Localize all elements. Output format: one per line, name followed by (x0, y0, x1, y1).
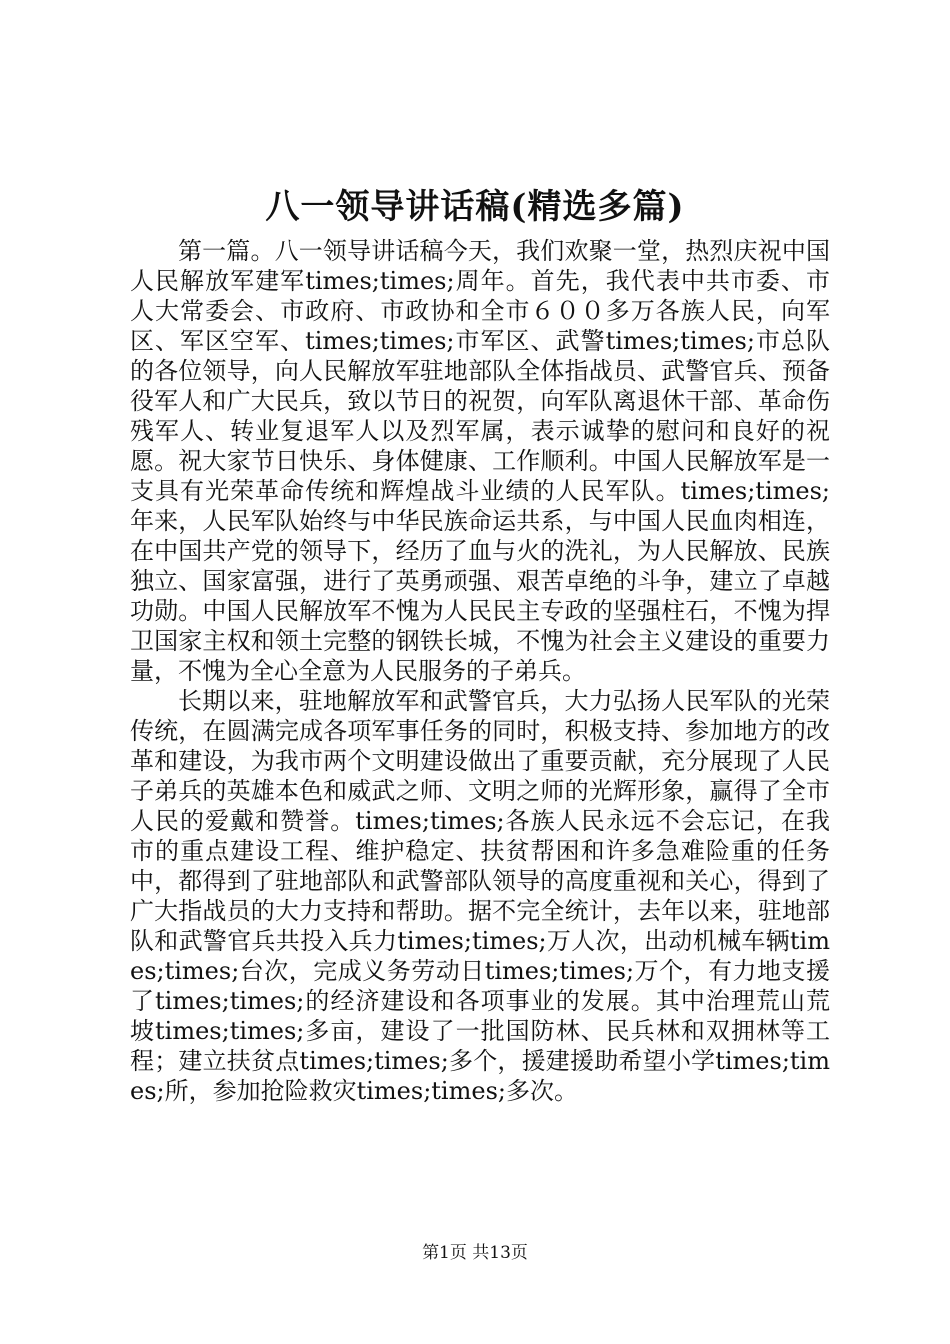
document-body (130, 236, 830, 1106)
paragraph-1: 第一篇。八一领导讲话稿今天，我们欢聚一堂，热烈庆祝中国人民解放军建军times;times;周年。首先，我代表中共市委、市人大常委会、市政府、市政协和全市６００多万各族人民，向军区、军区空军、times;times;市军区、武警times;times;市总队的各位领导，向人民解放军驻地部队全体指战员、武警官兵、预备役军人和广大民兵，致以节日的祝贺，向军队离退休干部、革命伤残军人、转业复退军人以及烈军属，表示诚挚的慰问和良好的祝愿。祝大家节日快乐、身体健康、工作顺利。中国人民解放军是一支具有光荣革命传统和辉煌战斗业绩的人民军队。times;times;年来，人民军队始终与中华民族命运共系，与中国人民血肉相连，在中国共产党的领导下，经历了血与火的洗礼，为人民解放、民族独立、国家富强，进行了英勇顽强、艰苦卓绝的斗争，建立了卓越功勋。中国人民解放军不愧为人民民主专政的坚强柱石，不愧为捍卫国家主权和领土完整的钢铁长城，不愧为社会主义建设的重要力量，不愧为全心全意为人民服务的子弟兵。 (130, 237, 830, 685)
document-title: 八一领导讲话稿(精选多篇) (265, 187, 685, 227)
paragraph-2: 长期以来，驻地解放军和武警官兵，大力弘扬人民军队的光荣传统，在圆满完成各项军事任务的同时，积极支持、参加地方的改革和建设，为我市两个文明建设做出了重要贡献，充分展现了人民子弟兵的英雄本色和威武之师、文明之师的光辉形象，赢得了全市人民的爱戴和赞誉。times;times;各族人民永远不会忘记，在我市的重点建设工程、维护稳定、扶贫帮困和许多急难险重的任务中，都得到了驻地部队和武警部队领导的高度重视和关心，得到了广大指战员的大力支持和帮助。据不完全统计，去年以来，驻地部队和武警官兵共投入兵力times;times;万人次，出动机械车辆times;times;台次，完成义务劳动日times;times;万个，有力地支援了times;times;的经济建设和各项事业的发展。其中治理荒山荒坡times;times;多亩，建设了一批国防林、民兵林和双拥林等工程；建立扶贫点times;times;多个，援建援助希望小学times;times;所，参加抢险救灾times;times;多次。 (130, 687, 830, 1105)
page-footer: 第1页 共13页 (422, 1243, 528, 1263)
